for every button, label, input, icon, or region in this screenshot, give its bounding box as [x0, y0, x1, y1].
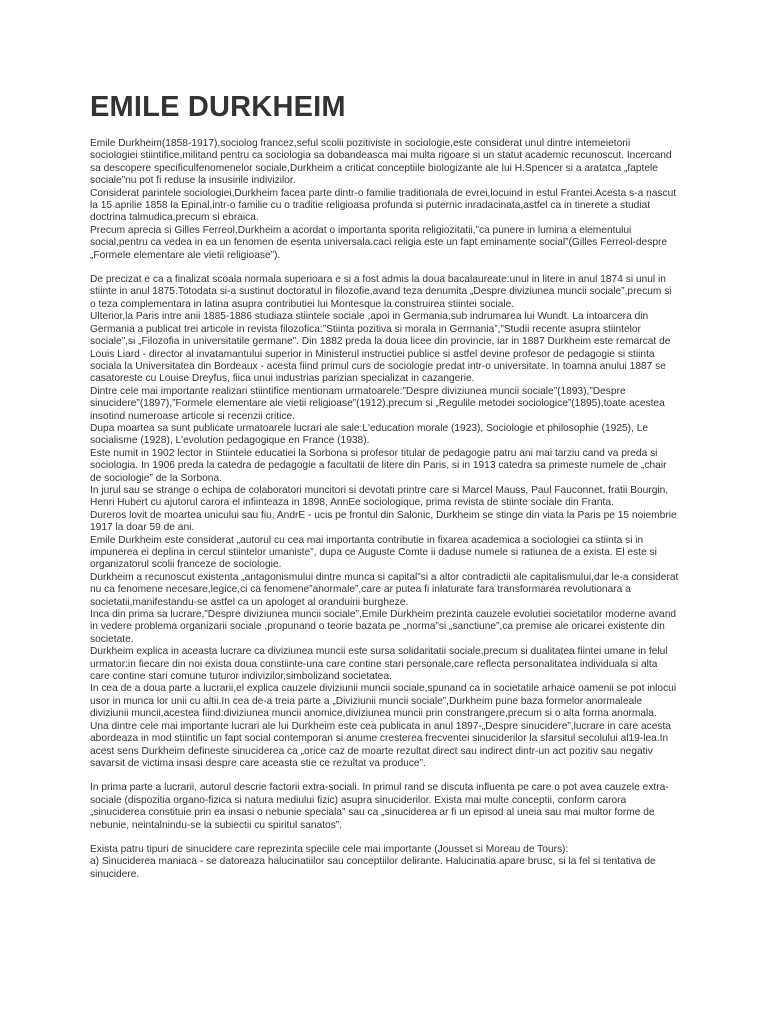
paragraph: Exista patru tipuri de sinucidere care reprezinta speciile cele mai importante (Jousset si Moreau de Tours): — [90, 843, 569, 855]
paragraph: Durkheim explica in aceasta lucrare ca diviziunea muncii este sursa solidaritatii sociale,precum si dualitatea fiintei umane in felul urmator:in fiecare din noi exista doua constiinte-una care contine stari personale,care reflecta personalitatea individuala si alta care contine stari comune tuturor indivizilor,simbolizand societatea. — [90, 646, 668, 683]
paragraph: Una dintre cele mai importante lucrari ale lui Durkheim este cea publicata in anul 1897-„Despre sinucidere”,lucrare in care acesta abordeaza in mod stiintific un fapt social contemporan si anume cresterea frecventei sinuciderilor la sfarsitul secolului al19-lea.In acest sens Durkheim defineste sinuciderea ca „orice caz de moarte rezultat direct sau indirect dintr-un act pozitiv sau negativ savarsit de victima insasi despre care aceasta stie ce rezultat va produce”. — [90, 720, 671, 769]
paragraph: In cea de a doua parte a lucrarii,el explica cauzele diviziunii muncii sociale,spunand ca in societatile arhaice oamenii se pot inlocui usor in munca lor unii cu altii.In cea de-a treia parte a „Diviziunii muncii sociale”,Durkheim pune baza formelor anormaleale diviziunii muncii,acestea fiind:diviziunea muncii anomice,diviziunea muncii prin constrangere,precum si o alta forma anormala. — [90, 683, 677, 720]
paragraph: De precizat e ca a finalizat scoala normala superioara e si a fost admis la doua bacalaureate:unul in litere in anul 1874 si unul in stiinte in anul 1875.Totodata si-a sustinut doctoratul in filozofie,avand teza denumita „Despre diviziunea muncii sociale”,precum si o teza complementara in latina asupra contributiei lui Montesque la construirea stiintei sociale. — [90, 274, 672, 310]
paragraph: In prima parte a lucrarii, autorul descrie factorii extra-sociali. In primul rand se discuta influenta pe care o pot avea cauzele extra-sociale (dispozitia organo-fizica si natura mediului fizic) asupra sinuciderilor. Exista mai multe conceptii, conform carora „sinuciderea constituie prin ea insasi o nebunie speciala” sau ca „sinuciderea ar fi un episod al uneia sau mai multor forme de nebunie, neintalnindu-se la subiectii cu spiritul sanatos”. — [90, 782, 669, 831]
paragraph: Durkheim a recunoscut existenta „antagonismului dintre munca si capital”si a altor contradictii ale capitalismului,dar le-a considerat nu ca fenomene necesare,legice,ci ca fenomene”anormale”,care ar putea fi inlaturate fara transformarea revolutionara a societatii,manifestandu-se astfel ca un apologet al oranduirii burgheze. — [90, 571, 679, 608]
paragraph: Dintre cele mai importante realizari stiintifice mentionam urmatoarele:”Despre diviziunea muncii sociale”(1893),”Despre sinucidere”(1897),”Formele elementare ale vietii religioase”(1912),precum si „Regulile metodei sociologice”(1895),toate acestea insotind numeroase articole si recenzii critice. — [90, 385, 665, 422]
paragraph-spacer — [90, 770, 680, 782]
paragraph: Dureros lovit de moartea unicului sau fiu, AndrE - ucis pe frontul din Salonic, Durkheim se stinge din viata la Paris pe 15 noiembrie 1917 la doar 59 de ani. — [90, 509, 677, 534]
paragraph: Ulterior,la Paris intre anii 1885-1886 studiaza stiintele sociale ,apoi in Germania,sub indrumarea lui Wundt. La intoarcera din Germania a publicat trei articole in revista filozofica:”Stiinta pozitiva si morala in Germania”,”Studii recente asupra stiintelor sociale”,si „Filozofia in universitatile germane”. Din 1882 preda la doua licee din provincie, iar in 1887 Durkheim este remarcat de Louis Liard - director al invatamantului superior in Ministerul instructiei publice si astfel devine profesor de pedagogie si stiinta sociala la Universitatea din Bordeaux - acesta fiind primul curs de sociologie predat intr-o universitate. In toamna anului 1887 se casatoreste cu Louise Dreyfus, fiica unui industrias parizian specializat in cazangerie. — [90, 311, 671, 385]
paragraph: a) Sinuciderea maniaca - se datoreaza halucinatiilor sau conceptiilor delirante. Halucinatia apare brusc, si la fel si tentativa de sinucidere. — [90, 856, 656, 880]
paragraph: In jurul sau se strange o echipa de colaboratori muncitori si devotati printre care si Marcel Mauss, Paul Fauconnet, fratii Bourgin, Henri Hubert cu ajutorul carora el infiinteaza in 1898, AnnEe sociologique, prima revista de stiinte sociale din Franta. — [90, 484, 669, 509]
paragraph-spacer — [90, 832, 680, 844]
paragraph: Emile Durkheim(1858-1917),sociolog francez,seful scolii pozitiviste in sociologie,este considerat unul dintre intemeietorii sociologiei stiintifice,militand pentru ca sociologia sa dobandeasca mai multa rigoare si un statut academic recunoscut. Incercand sa descopere specificulfenomenelor sociale,Durkheim a criticat conceptiile biologizante ale lui H.Spencer si a aratatca „faptele sociale”nu pot fi reduse la insusirile indivizilor. — [90, 138, 672, 187]
document-title: EMILE DURKHEIM — [90, 91, 346, 123]
paragraph: Precum aprecia si Gilles Ferreol,Durkheim a acordat o importanta sporita religiozitatii,”ca punere in lumina a elementului social,pentru ca vedea in ea un fenomen de esenta universala.caci religia este un fapt eminamente social”(Gilles Ferreol-despre „Formele elementare ale vietii religioase”). — [90, 224, 668, 261]
paragraph: Considerat parintele sociologiei,Durkheim facea parte dintr-o familie traditionala de evrei,locuind in estul Frantei.Acesta s-a nascut la 15 aprilie 1858 la Epinal,intr-o familie cu o traditie religioasa profunda si puternic inradacinata,astfel ca in tinerete a studiat doctrina talmudica,precum si ebraica. — [90, 187, 677, 224]
paragraph: Este numit in 1902 lector in Stiintele educatiei la Sorbona si profesor titular de pedagogie patru ani mai tarziu cand va preda si sociologia. In 1906 preda la catedra de pedagogie a facultatii de litere din Paris, si in 1913 catedra sa primeste numele de „chair de sociologie” de la Sorbona. — [90, 447, 667, 484]
document-body — [90, 138, 680, 881]
document-page — [90, 90, 680, 881]
paragraph: Inca din prima sa lucrare,”Despre diviziunea muncii sociale”,Emile Durkheim prezinta cauzele evolutiei societatilor moderne avand in vedere problema organizarii sociale ,propunand o teorie bazata pe „norma”si „sanctiune”,ca premise ale oricarei existente din societate. — [90, 609, 677, 645]
paragraph-spacer — [90, 262, 680, 274]
paragraph: Dupa moartea sa sunt publicate urmatoarele lucrari ale sale:L'education morale (1923), Sociologie et philosophie (1925), Le socialisme (1928), L'evolution pedagogique en France (1938). — [90, 422, 649, 447]
paragraph: Emile Durkheim este considerat „autorul cu cea mai importanta contributie in fixarea academica a sociologiei ca stiinta si in impunerea ei deplina in cercul stiintelor umaniste”, dupa ce Auguste Comte ii daduse numele si ratiunea de a exista. El este si organizatorul scolii franceze de sociologie. — [90, 534, 657, 571]
